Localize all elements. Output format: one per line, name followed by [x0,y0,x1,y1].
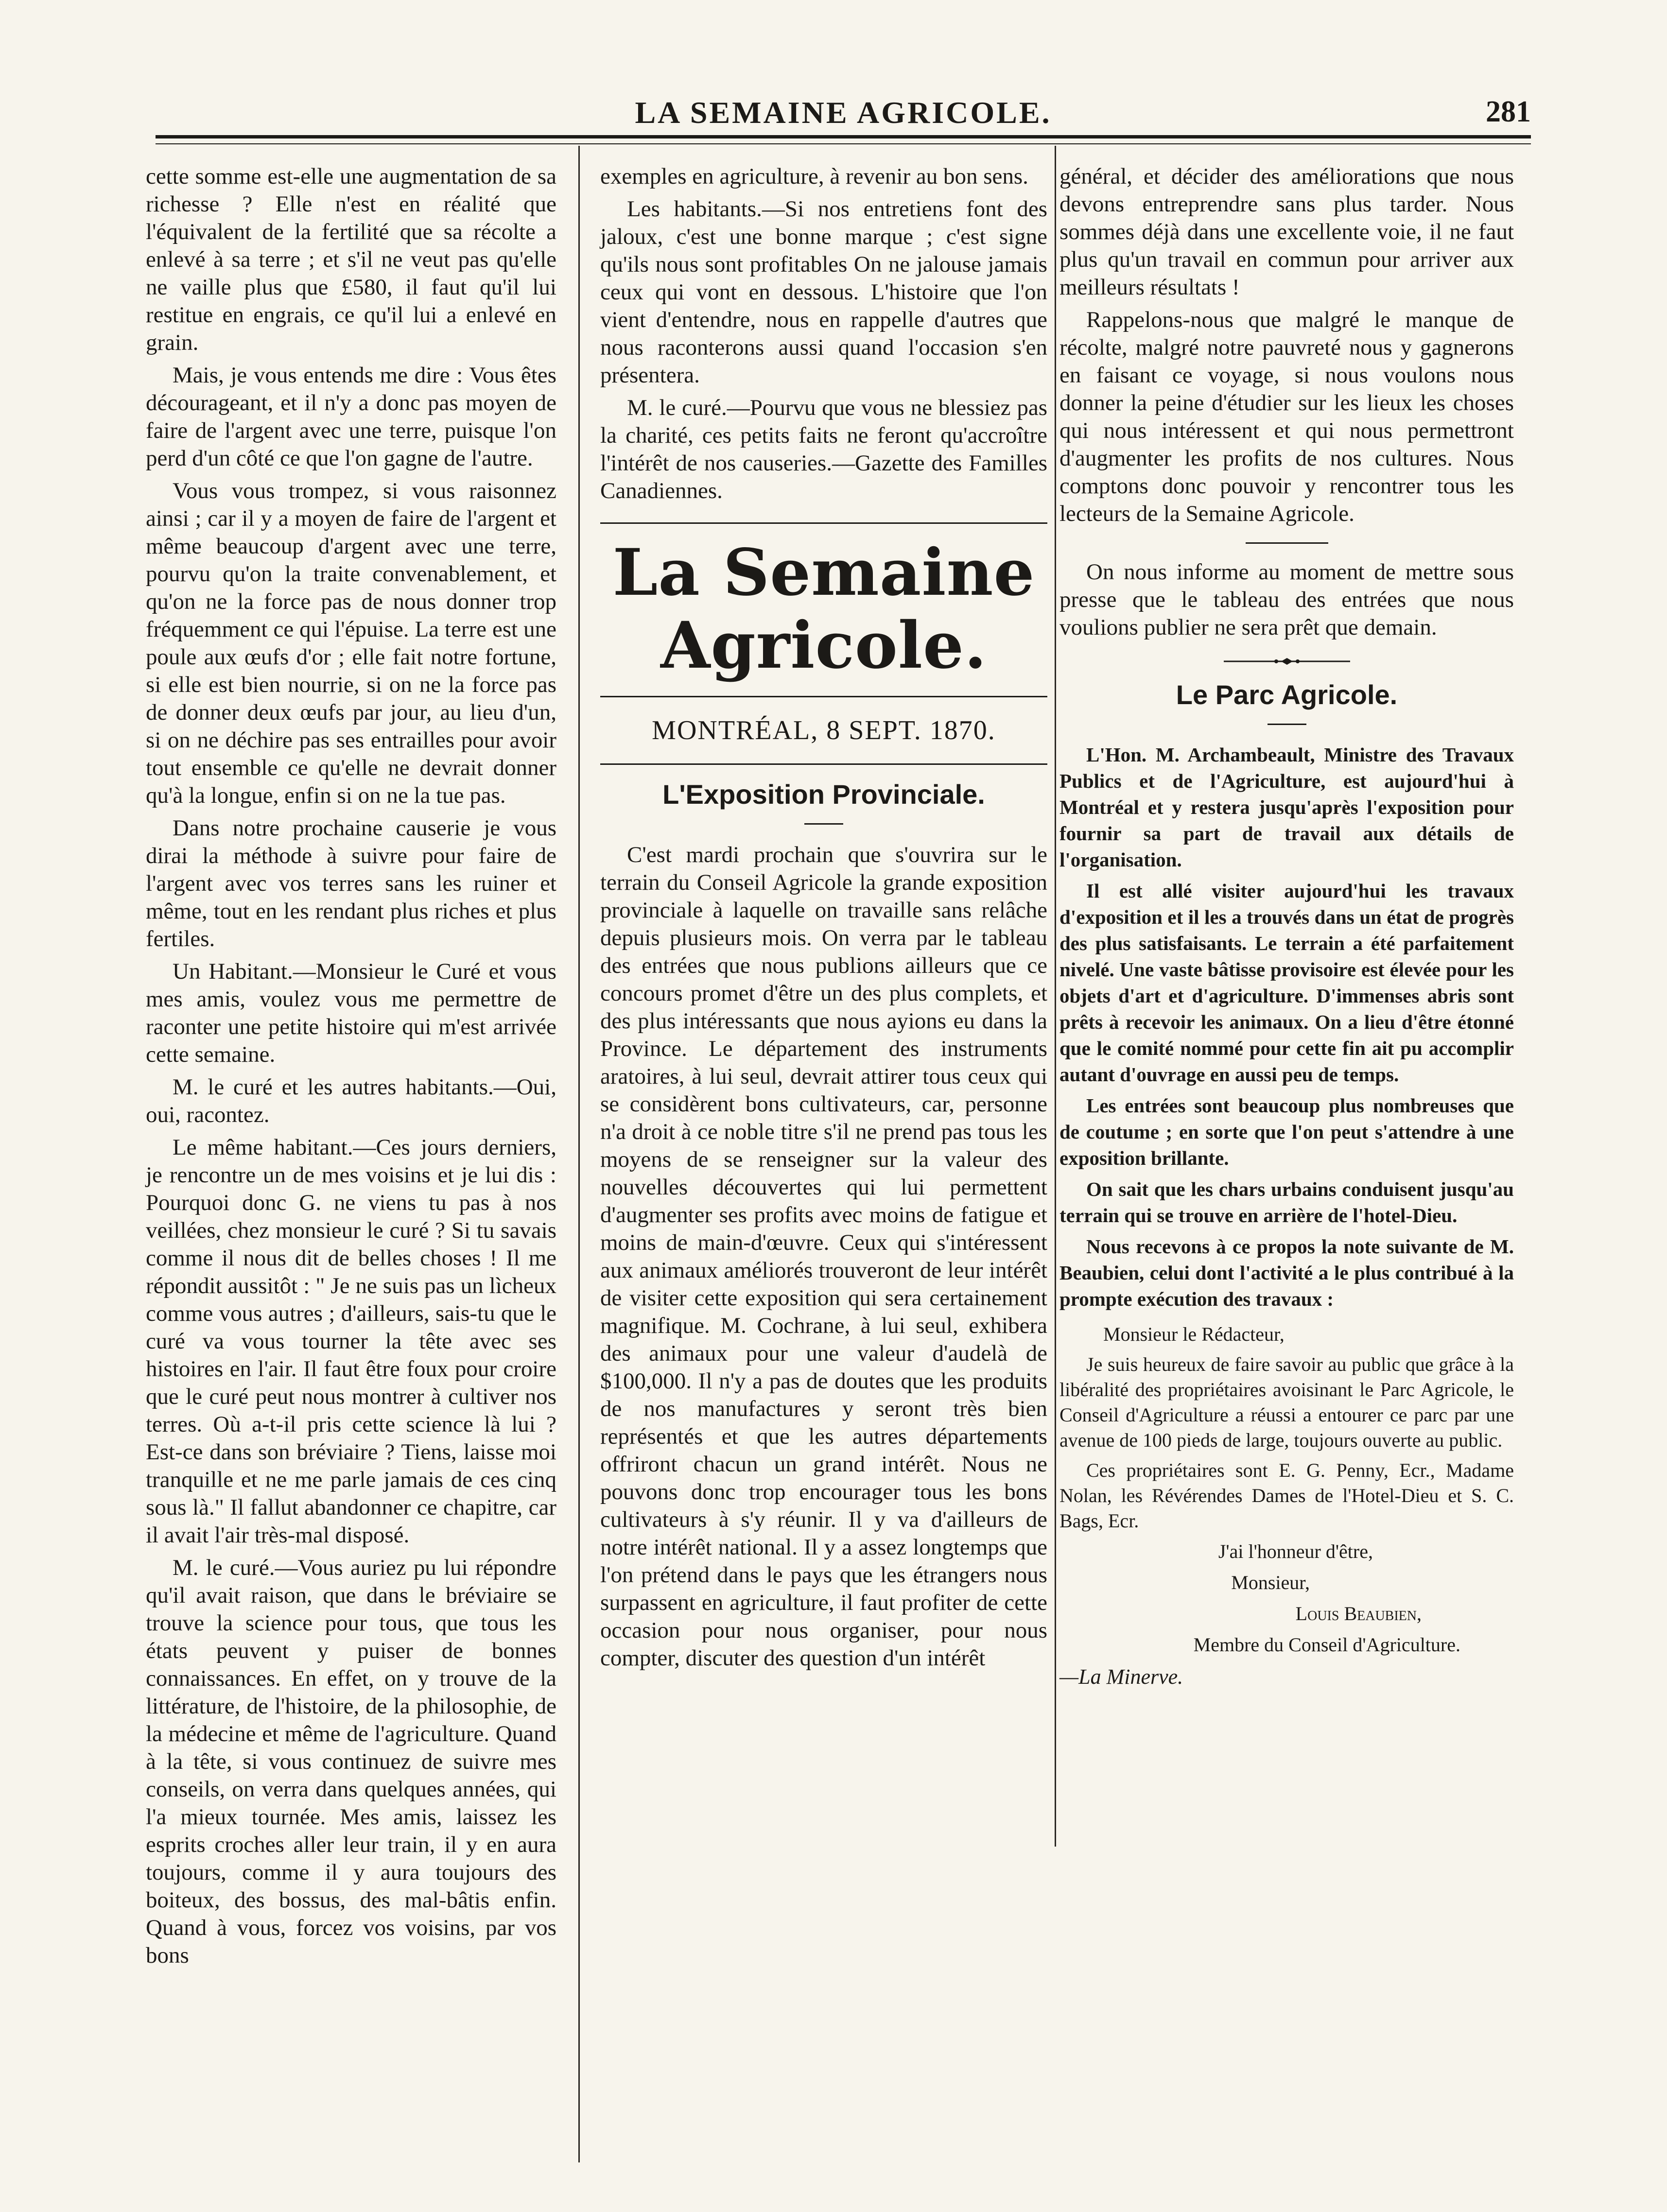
column-1-paragraph: Vous vous trompez, si vous raisonnez ainsi ; car il y a moyen de faire de l'argent et même beaucoup d'argent avec une terre, pourvu qu'on la traite convenablement, et qu'on ne la force pas de nous donner trop fréquemment ce qui l'épuise. La terre est une poule aux œufs d'or ; elle fait notre fortune, si elle est bien nourrie, si on ne la force pas de donner deux œufs par jour, au lieu d'un, si on ne déchire pas ses entrailles pour avoir tout ensemble ce qu'elle ne devrait donner qu'à la longue, enfin si on ne la tue pas. [146,478,556,808]
headline-dash [1268,724,1306,725]
column-1-paragraph: M. le curé.—Vous auriez pu lui répondre qu'il avait raison, que dans le bréviaire se trouve la science pour tous, que tous les états peuvent y puiser de bonnes connaissances. En effet, on y trouve de la littérature, de l'histoire, de la philosophie, de la médecine et même de l'agriculture. Quand à la tête, si vous continuez de suivre mes conseils, on verra dans quelques années, qui l'a mieux tournée. Mes amis, laissez les esprits croches aller leur train, il y en aura toujours, comme il y aura toujours des boiteux, des bossus, des mal-bâtis enfin. Quand à vous, forcez vos voisins, par vos bons [146,1555,556,1968]
press-notice: On nous informe au moment de mettre sous presse que le tableau des entrées que nous voulions publier ne sera prêt que demain. [1059,559,1514,640]
column-3 [1059,163,1514,1695]
dateline-rule [600,763,1047,765]
section-rule [1246,542,1328,544]
column-1-paragraph: cette somme est-elle une augmentation de sa richesse ? Elle n'est en réalité que l'équivalent de la fertilité que sa récolte a enlevé à sa terre ; et s'il ne veut pas qu'elle ne vaille plus que £580, il faut qu'il lui restitue en engrais, ce qu'il lui a enlevé en grain. [146,164,556,355]
parc-headline: Le Parc Agricole. [1176,679,1398,710]
column-2 [600,163,1047,1677]
column-2-paragraph: Les habitants.—Si nos entretiens font des jaloux, c'est une bonne marque ; c'est signe qu'ils nous sont profitables On ne jalouse jamais ceux qui vont en dessous. L'histoire que l'on vient d'entendre, nous en rappelle d'autres que nous raconterons aussi quand l'occasion s'en présentera. [600,196,1047,388]
article-body: C'est mardi prochain que s'ouvrira sur le terrain du Conseil Agricole la grande exposition provinciale à laquelle on travaille sans relâche depuis plusieurs mois. On verra par le tableau des entrées que nous publions ailleurs que ce concours promet d'être un des plus complets, et des plus intéressants que nous ayions eu dans la Province. Le département des instruments aratoires, à lui seul, devrait attirer tous ceux qui se considèrent bons cultivateurs, car, personne n'a droit à ce noble titre s'il ne prend pas tous les moyens de se renseigner sur la valeur des nouvelles découvertes qui lui permettent d'augmenter ses profits avec moins de fatigue et moins de main-d'œuvre. Ceux qui s'intéressent aux animaux améliorés trouveront de leur intérêt de visiter cette exposition qui sera certainement magnifique. M. Cochrane, à lui seul, exhibera des animaux pour une valeur d'audelà de $100,000. Il n'y a pas de doutes que les produits de nos manufactures y seront très bien représentés et que les autres départements offriront chacun un grand intérêt. Nous ne pouvons donc trop encourager tous les bons cultivateurs à s'y réunir. Il y va d'ailleurs de notre intérêt national. Il y a assez longtemps que l'on prétend dans le pays que les étrangers nous surpassent en agriculture, il faut profiter de cette occasion pour nous organiser, pour nous compter, discuter des question d'un intérêt [600,842,1047,1671]
news-paragraph: Les entrées sont beaucoup plus nombreuses que de coutume ; en sorte que l'on peut s'attendre à une exposition brillante. [1059,1094,1514,1169]
news-paragraph: On sait que les chars urbains conduisent jusqu'au terrain qui se trouve en arrière de l'hotel-Dieu. [1059,1178,1514,1227]
masthead-box [600,522,1047,682]
headline-dash [804,823,843,825]
letter-salutation: Monsieur le Rédacteur, [1103,1323,1285,1345]
news-paragraph: L'Hon. M. Archambeault, Ministre des Travaux Publics et de l'Agriculture, est aujourd'hui à Montréal et y restera jusqu'après l'exposition pour fournir sa part de travail aux détails de l'organisation. [1059,743,1514,871]
signature-role: Membre du Conseil d'Agriculture. [1193,1634,1460,1656]
column-2-paragraph: M. le curé.—Pourvu que vous ne blessiez pas la charité, ces petits faits ne feront qu'accroître l'intérêt de nos causeries.—Gazette des Familles Canadiennes. [600,395,1047,503]
letter-closing: J'ai l'honneur d'être, [1218,1540,1373,1562]
masthead-rule [600,696,1047,697]
column-3-paragraph: général, et décider des améliorations que nous devons entreprendre sans plus tarder. Nous sommes déjà dans une excellente voie, il ne faut plus qu'un travail en commun pour arriver aux meilleurs résultats ! [1059,164,1514,300]
dateline: MONTRÉAL, 8 SEPT. 1870. [652,715,996,745]
header-rule [156,135,1531,144]
masthead: La Semaine Agricole. [612,535,1035,683]
column-1-paragraph: Dans notre prochaine causerie je vous dirai la méthode à suivre pour faire de l'argent avec vos terres sans les ruiner et même, tout en les rendant plus riches et plus fertiles. [146,815,556,951]
column-1-paragraph: M. le curé et les autres habitants.—Oui, oui, racontez. [146,1074,556,1127]
news-paragraph: Il est allé visiter aujourd'hui les travaux d'exposition et il les a trouvés dans un état de progrès des plus satisfaisants. Le terrain a été parfaitement nivelé. Une vaste bâtisse provisoire est élevée pour les objets d'art et d'agriculture. D'immenses abris sont prêts à recevoir les animaux. On a lieu d'être étonné que le comité nommé pour cette fin ait pu accomplir autant d'ouvrage en aussi peu de temps. [1059,880,1514,1086]
column-1-paragraph: Un Habitant.—Monsieur le Curé et vous mes amis, voulez vous me permettre de raconter une petite histoire qui m'est arrivée cette semaine. [146,959,556,1067]
news-paragraph: Nous recevons à ce propos la note suivante de M. Beaubien, celui dont l'activité a le plus contribué à la prompte exécution des travaux : [1059,1235,1514,1310]
column-divider-right [1055,146,1056,1847]
article-headline: L'Exposition Provinciale. [662,779,985,810]
column-3-paragraph: Rappelons-nous que malgré le manque de récolte, malgré notre pauvreté nous y gagnerons en faisant ce voyage, si nous voulons nous donner la peine d'étudier sur les lieux les choses qui nous intéressent et qui nous permettront d'augmenter les profits de nos cultures. Nous comptons donc pouvoir y rencontrer tous les lecteurs de la Semaine Agricole. [1059,307,1514,526]
column-1-paragraph: Mais, je vous entends me dire : Vous êtes décourageant, et il n'y a donc pas moyen de faire de l'argent avec une terre, puisque l'on perd d'un côté ce que l'on gagne de l'autre. [146,363,556,471]
column-1 [146,163,556,1974]
signature-name: Louis Beaubien, [1295,1603,1422,1624]
page-number: 281 [1486,95,1531,128]
column-2-paragraph: exemples en agriculture, à revenir au bon sens. [600,164,1028,189]
column-divider-left [578,146,580,2162]
ornament-rule-icon [1059,654,1514,666]
letter-closing-title: Monsieur, [1231,1572,1310,1593]
page-header [156,95,1531,134]
letter-paragraph: Ces propriétaires sont E. G. Penny, Ecr., Madame Nolan, les Révérendes Dames de l'Hotel-Dieu et S. C. Bags, Ecr. [1059,1459,1514,1532]
source-credit: —La Minerve. [1059,1665,1183,1689]
column-1-paragraph: Le même habitant.—Ces jours derniers, je rencontre un de mes voisins et je lui dis : Pourquoi donc G. ne viens tu pas à nos veillées, chez monsieur le curé ? Si tu savais comme il nous dit de belles choses ! Il me répondit aussitôt : " Je ne suis pas un lìcheux comme vous autres ; d'ailleurs, sais-tu que le curé va vous tourner la tête avec ses histoires en l'air. Il faut être foux pour croire que le curé peut nous montrer à cultiver nos terres. Où a-t-il pris cette science là lui ? Est-ce dans son bréviaire ? Tiens, laisse moi tranquille et ne me parle jamais de ces cinq sous là." Il fallut abandonner ce chapitre, car il avait l'air très-mal disposé. [146,1135,556,1548]
running-title: LA SEMAINE AGRICOLE. [635,95,1052,130]
letter-paragraph: Je suis heureux de faire savoir au public que grâce à la libéralité des propriétaires avoisinant le Parc Agricole, le Conseil d'Agriculture a réussi a entourer ce parc par une avenue de 100 pieds de large, toujours ouverte au public. [1059,1353,1514,1451]
